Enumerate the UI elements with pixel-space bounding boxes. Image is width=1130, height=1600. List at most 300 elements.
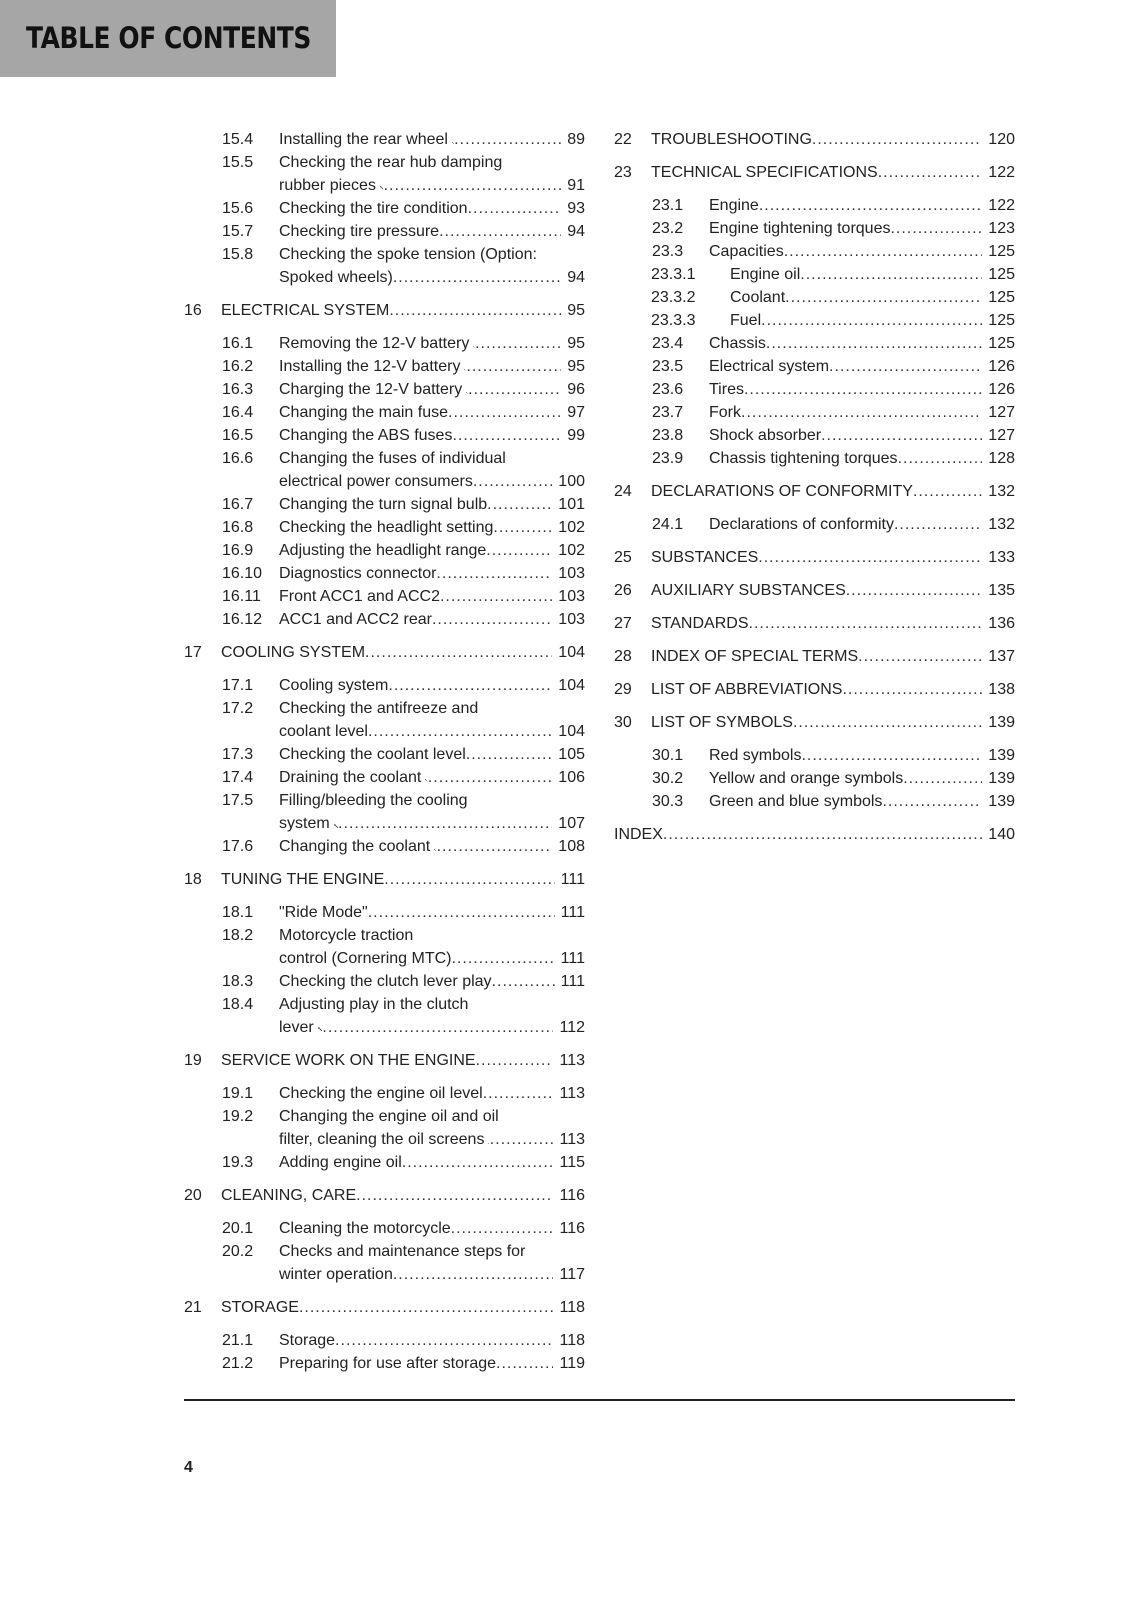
toc-entry-chapter[interactable]	[184, 299, 585, 322]
entry-number: 20.2	[222, 1243, 254, 1260]
dot-leader	[335, 1329, 553, 1352]
dot-leader	[903, 767, 982, 790]
dot-leader	[448, 401, 561, 424]
toc-entry-section[interactable]	[184, 585, 585, 608]
dot-leader	[846, 579, 983, 602]
dot-leader	[476, 1049, 554, 1072]
toc-entry-section[interactable]	[184, 332, 585, 355]
entry-title: TUNING THE ENGINE	[221, 871, 385, 888]
entry-title: Capacities	[709, 243, 784, 260]
entry-page: 104	[558, 644, 585, 661]
entry-page: 113	[559, 1052, 585, 1069]
toc-entry-section[interactable]	[184, 128, 585, 151]
entry-number: 16.1	[222, 335, 254, 352]
entry-page: 139	[988, 770, 1015, 787]
toc-entry-section[interactable]	[614, 332, 1015, 355]
entry-title: Shock absorber	[709, 427, 822, 444]
dot-leader	[384, 174, 562, 197]
entry-number: 23.5	[652, 358, 684, 375]
dot-leader	[299, 1296, 554, 1319]
entry-number: 23.3.3	[651, 312, 696, 329]
entry-title: Motorcycle traction	[279, 927, 414, 944]
entry-page: 115	[559, 1154, 585, 1171]
toc-entry-section[interactable]	[184, 901, 585, 924]
entry-page: 108	[558, 838, 585, 855]
entry-number: 18	[184, 871, 202, 888]
toc-entry-section[interactable]	[614, 355, 1015, 378]
dot-leader	[821, 424, 982, 447]
toc-left-column	[184, 128, 585, 1375]
toc-entry-section[interactable]	[184, 743, 585, 766]
toc-entry-chapter[interactable]	[614, 612, 1015, 635]
dot-leader	[368, 901, 555, 924]
entry-number: 29	[614, 681, 632, 698]
toc-entry-section[interactable]	[184, 243, 585, 289]
entry-page: 127	[988, 427, 1015, 444]
toc-entry-section[interactable]	[184, 1329, 585, 1352]
entry-title: TECHNICAL SPECIFICATIONS	[651, 164, 878, 181]
entry-page: 95	[567, 302, 585, 319]
entry-title: Checking the tire condition	[279, 200, 468, 217]
toc-entry-chapter[interactable]	[614, 546, 1015, 569]
entry-page: 94	[567, 269, 585, 286]
entry-number: 19.1	[222, 1085, 254, 1102]
toc-entry-section[interactable]	[184, 493, 585, 516]
entry-title: Storage	[279, 1332, 336, 1349]
entry-page: 100	[558, 473, 585, 490]
entry-number: 17.4	[222, 769, 254, 786]
entry-page: 102	[558, 519, 585, 536]
entry-page: 104	[558, 677, 585, 694]
dot-leader	[663, 823, 982, 846]
toc-entry-section[interactable]	[614, 513, 1015, 536]
toc-entry-section[interactable]	[614, 744, 1015, 767]
entry-title: Changing the main fuse	[279, 404, 448, 421]
entry-title: Checking the coolant level	[279, 746, 466, 763]
entry-page: 128	[988, 450, 1015, 467]
toc-entry-section[interactable]	[614, 401, 1015, 424]
entry-number: 22	[614, 131, 632, 148]
entry-page: 111	[560, 950, 585, 967]
entry-page: 118	[559, 1332, 585, 1349]
entry-number: 23.1	[652, 197, 684, 214]
entry-number: 16.4	[222, 404, 254, 421]
entry-title: Red symbols	[709, 747, 802, 764]
toc-entry-section[interactable]	[184, 924, 585, 970]
page-number: 4	[184, 1459, 193, 1476]
entry-page: 105	[558, 746, 585, 763]
entry-number: 23.9	[652, 450, 684, 467]
toc-entry-section[interactable]	[184, 697, 585, 743]
dot-leader	[785, 286, 982, 309]
entry-number: 26	[614, 582, 632, 599]
dot-leader	[437, 835, 553, 858]
dot-leader	[428, 766, 552, 789]
entry-number: 24	[614, 483, 632, 500]
toc-entry-chapter[interactable]	[184, 1296, 585, 1319]
entry-page: 117	[559, 1266, 585, 1283]
entry-title: Spoked wheels)	[279, 269, 393, 286]
entry-title: SERVICE WORK ON THE ENGINE	[221, 1052, 476, 1069]
dot-leader	[894, 513, 982, 536]
entry-page: 125	[988, 289, 1015, 306]
entry-title: INDEX	[614, 826, 663, 843]
entry-number: 18.4	[222, 996, 254, 1013]
toc-entry-section[interactable]	[614, 194, 1015, 217]
entry-title: Checking the rear hub damping	[279, 154, 503, 171]
entry-number: 27	[614, 615, 632, 632]
dot-leader	[322, 1016, 553, 1039]
toc-entry-subsection[interactable]	[614, 309, 1015, 332]
entry-title: Installing the rear wheel	[279, 131, 448, 148]
entry-title: Chassis	[709, 335, 766, 352]
entry-title: rubber pieces	[279, 177, 376, 194]
entry-page: 106	[558, 769, 585, 786]
toc-entry-chapter[interactable]	[184, 868, 585, 891]
entry-title: Fuel	[730, 312, 762, 329]
entry-number: 20	[184, 1187, 202, 1204]
entry-page: 107	[558, 815, 585, 832]
entry-title: COOLING SYSTEM	[221, 644, 366, 661]
dot-leader	[338, 812, 552, 835]
entry-number: 19	[184, 1052, 202, 1069]
entry-title: Checking the spoke tension (Option:	[279, 246, 537, 263]
entry-number: 18.2	[222, 927, 254, 944]
toc-entry-section[interactable]	[614, 790, 1015, 813]
dot-leader	[793, 711, 982, 734]
entry-page: 97	[567, 404, 585, 421]
entry-title: Changing the ABS fuses	[279, 427, 453, 444]
entry-number: 16.9	[222, 542, 254, 559]
entry-page: 94	[567, 223, 585, 240]
toc-entry-section[interactable]	[184, 401, 585, 424]
entry-title: CLEANING, CARE	[221, 1187, 357, 1204]
entry-page: 103	[558, 588, 585, 605]
toc-entry-section[interactable]	[614, 378, 1015, 401]
entry-page: 93	[567, 200, 585, 217]
entry-number: 17.3	[222, 746, 254, 763]
entry-page: 91	[567, 177, 585, 194]
entry-title: Fork	[709, 404, 741, 421]
dot-leader	[368, 720, 552, 743]
entry-title: Yellow and orange symbols	[709, 770, 904, 787]
dot-leader	[486, 539, 552, 562]
dot-leader	[365, 641, 552, 664]
toc-entry-section[interactable]	[184, 1352, 585, 1375]
dot-leader	[800, 263, 982, 286]
entry-title: Checking the clutch lever play	[279, 973, 492, 990]
entry-page: 103	[558, 611, 585, 628]
dot-leader	[913, 480, 982, 503]
entry-title: Checking the antifreeze and	[279, 700, 479, 717]
toc-entry-chapter[interactable]	[614, 711, 1015, 734]
dot-leader	[436, 562, 552, 585]
entry-title: Adding engine oil	[279, 1154, 402, 1171]
toc-entry-section[interactable]	[614, 217, 1015, 240]
entry-number: 21	[184, 1299, 202, 1316]
entry-title: Diagnostics connector	[279, 565, 437, 582]
toc-entry-section[interactable]	[184, 424, 585, 447]
entry-title: Coolant	[730, 289, 786, 306]
toc-entry-subsection[interactable]	[614, 286, 1015, 309]
entry-title: Changing the fuses of individual	[279, 450, 506, 467]
entry-title: control (Cornering MTC)	[279, 950, 452, 967]
dot-leader	[454, 128, 561, 151]
footer-divider	[184, 1399, 1015, 1401]
entry-number: 18.3	[222, 973, 254, 990]
entry-title: TROUBLESHOOTING	[651, 131, 812, 148]
dot-leader	[393, 1263, 554, 1286]
dot-leader	[384, 868, 554, 891]
entry-number: 23.4	[652, 335, 684, 352]
dot-leader	[761, 309, 982, 332]
entry-number: 30	[614, 714, 632, 731]
entry-page: 111	[560, 871, 585, 888]
entry-page: 116	[559, 1220, 585, 1237]
toc-entry-section[interactable]	[184, 766, 585, 789]
entry-title: system	[279, 815, 330, 832]
entry-number: 15.6	[222, 200, 254, 217]
entry-page: 123	[988, 220, 1015, 237]
toc-entry-section[interactable]	[184, 447, 585, 493]
dot-leader	[466, 355, 561, 378]
toc-entry-section[interactable]	[614, 424, 1015, 447]
entry-number: 25	[614, 549, 632, 566]
dot-leader	[483, 1082, 554, 1105]
entry-title: Green and blue symbols	[709, 793, 883, 810]
dot-leader	[440, 585, 552, 608]
entry-page: 113	[559, 1131, 585, 1148]
toc-entry-section[interactable]	[184, 993, 585, 1039]
toc-entry-chapter[interactable]	[184, 1049, 585, 1072]
entry-title: Draining the coolant	[279, 769, 422, 786]
entry-number: 16.2	[222, 358, 254, 375]
toc-entry-chapter[interactable]	[614, 480, 1015, 503]
entry-number: 16.7	[222, 496, 254, 513]
toc-entry-chapter[interactable]	[614, 128, 1015, 151]
toc-entry-section[interactable]	[614, 767, 1015, 790]
toc-entry-section[interactable]	[184, 1105, 585, 1151]
entry-page: 96	[567, 381, 585, 398]
entry-title: winter operation	[279, 1266, 393, 1283]
entry-title: Changing the engine oil and oil	[279, 1108, 499, 1125]
entry-number: 30.3	[652, 793, 684, 810]
toc-entry-section[interactable]	[184, 562, 585, 585]
entry-title: Adjusting the headlight range	[279, 542, 487, 559]
entry-page: 139	[988, 714, 1015, 731]
toc-entry-section[interactable]	[184, 835, 585, 858]
entry-number: 19.2	[222, 1108, 254, 1125]
entry-number: 17	[184, 644, 202, 661]
entry-number: 28	[614, 648, 632, 665]
entry-number: 23.6	[652, 381, 684, 398]
entry-page: 122	[988, 164, 1015, 181]
dot-leader	[882, 790, 982, 813]
toc-entry-chapter[interactable]	[614, 678, 1015, 701]
entry-title: Checks and maintenance steps for	[279, 1243, 526, 1260]
toc-entry-section[interactable]	[184, 378, 585, 401]
toc-entry-section[interactable]	[184, 1217, 585, 1240]
entry-title: Changing the turn signal bulb	[279, 496, 488, 513]
toc-entry-section[interactable]	[184, 1151, 585, 1174]
entry-title: Cleaning the motorcycle	[279, 1220, 451, 1237]
entry-number: 23.2	[652, 220, 684, 237]
entry-number: 15.7	[222, 223, 254, 240]
entry-number: 23.8	[652, 427, 684, 444]
entry-title: Removing the 12-V battery	[279, 335, 470, 352]
entry-title: coolant level	[279, 723, 368, 740]
dot-leader	[766, 332, 982, 355]
entry-title: Engine	[709, 197, 759, 214]
entry-number: 15.4	[222, 131, 254, 148]
entry-page: 104	[558, 723, 585, 740]
dot-leader	[466, 743, 553, 766]
dot-leader	[388, 674, 552, 697]
entry-title: Front ACC1 and ACC2	[279, 588, 440, 605]
dot-leader	[402, 1151, 554, 1174]
entry-title: ELECTRICAL SYSTEM	[221, 302, 390, 319]
entry-number: 17.6	[222, 838, 254, 855]
entry-title: "Ride Mode"	[279, 904, 368, 921]
entry-title: filter, cleaning the oil screens	[279, 1131, 485, 1148]
dot-leader	[842, 678, 982, 701]
toc-entry-chapter[interactable]	[614, 579, 1015, 602]
entry-title: Chassis tightening torques	[709, 450, 898, 467]
entry-page: 137	[988, 648, 1015, 665]
entry-title: DECLARATIONS OF CONFORMITY	[651, 483, 913, 500]
toc-entry-section[interactable]	[184, 674, 585, 697]
entry-number: 23.3.2	[651, 289, 696, 306]
entry-number: 17.1	[222, 677, 254, 694]
toc-entry-section[interactable]	[184, 355, 585, 378]
entry-number: 17.2	[222, 700, 254, 717]
entry-page: 127	[988, 404, 1015, 421]
entry-page: 118	[559, 1299, 585, 1316]
entry-page: 119	[559, 1355, 585, 1372]
toc-entry-section[interactable]	[184, 197, 585, 220]
entry-page: 140	[988, 826, 1015, 843]
entry-page: 133	[988, 549, 1015, 566]
entry-number: 16	[184, 302, 202, 319]
entry-number: 16.8	[222, 519, 254, 536]
entry-number: 24.1	[652, 516, 684, 533]
entry-number: 23.7	[652, 404, 684, 421]
entry-number: 19.3	[222, 1154, 254, 1171]
entry-title: Preparing for use after storage	[279, 1355, 497, 1372]
entry-title: Engine tightening torques	[709, 220, 891, 237]
dot-leader	[439, 220, 561, 243]
toc-entry-section[interactable]	[184, 789, 585, 835]
entry-page: 126	[988, 381, 1015, 398]
entry-number: 15.8	[222, 246, 254, 263]
entry-title: Cooling system	[279, 677, 389, 694]
entry-number: 21.2	[222, 1355, 254, 1372]
entry-title: Checking the headlight setting	[279, 519, 494, 536]
entry-page: 95	[567, 335, 585, 352]
dot-leader	[741, 401, 982, 424]
entry-title: LIST OF SYMBOLS	[651, 714, 793, 731]
entry-page: 126	[988, 358, 1015, 375]
entry-page: 113	[559, 1085, 585, 1102]
entry-number: 18.1	[222, 904, 254, 921]
dot-leader	[758, 546, 982, 569]
dot-leader	[898, 447, 983, 470]
dot-leader	[468, 197, 562, 220]
toc-entry-subsection[interactable]	[614, 263, 1015, 286]
entry-page: 125	[988, 266, 1015, 283]
entry-page: 116	[559, 1187, 585, 1204]
entry-title: Filling/bleeding the cooling	[279, 792, 468, 809]
entry-page: 139	[988, 793, 1015, 810]
toc-entry-section[interactable]	[184, 220, 585, 243]
entry-page: 103	[558, 565, 585, 582]
dot-leader	[496, 1352, 553, 1375]
toc-entry-chapter[interactable]	[614, 161, 1015, 184]
toc-entry-section[interactable]	[184, 539, 585, 562]
dot-leader	[389, 299, 561, 322]
entry-title: AUXILIARY SUBSTANCES	[651, 582, 846, 599]
entry-page: 139	[988, 747, 1015, 764]
toc-entry-chapter[interactable]	[184, 641, 585, 664]
toc-entry-chapter[interactable]	[614, 645, 1015, 668]
entry-page: 101	[558, 496, 585, 513]
entry-page: 102	[558, 542, 585, 559]
entry-number: 17.5	[222, 792, 254, 809]
entry-page: 89	[567, 131, 585, 148]
entry-title: Tires	[709, 381, 744, 398]
entry-page: 99	[567, 427, 585, 444]
toc-entry-section[interactable]	[184, 1082, 585, 1105]
entry-number: 23.3.1	[651, 266, 696, 283]
dot-leader	[451, 1217, 554, 1240]
entry-title: Charging the 12-V battery	[279, 381, 463, 398]
toc-entry-chapter[interactable]	[184, 1184, 585, 1207]
dot-leader	[890, 217, 982, 240]
entry-title: Installing the 12-V battery	[279, 358, 461, 375]
toc-entry-section[interactable]	[184, 608, 585, 631]
toc-entry-section[interactable]	[184, 1240, 585, 1286]
entry-page: 125	[988, 312, 1015, 329]
entry-title: Declarations of conformity	[709, 516, 894, 533]
entry-page: 111	[560, 973, 585, 990]
entry-page: 120	[988, 131, 1015, 148]
dot-leader	[393, 266, 561, 289]
dot-leader	[801, 744, 982, 767]
page-title: TABLE OF CONTENTS	[26, 21, 311, 55]
toc-entry-section[interactable]	[184, 516, 585, 539]
entry-page: 122	[988, 197, 1015, 214]
dot-leader	[829, 355, 982, 378]
entry-number: 15.5	[222, 154, 254, 171]
entry-number: 16.11	[222, 588, 261, 605]
toc-entry-section[interactable]	[614, 240, 1015, 263]
entry-page: 125	[988, 243, 1015, 260]
dot-leader	[492, 970, 555, 993]
entry-title: SUBSTANCES	[651, 549, 759, 566]
toc-entry-section[interactable]	[184, 151, 585, 197]
dot-leader	[451, 947, 554, 970]
dot-leader	[744, 378, 982, 401]
toc-entry-section[interactable]	[614, 447, 1015, 470]
entry-title: Engine oil	[730, 266, 801, 283]
toc-entry-section[interactable]	[184, 970, 585, 993]
entry-title: STANDARDS	[651, 615, 749, 632]
entry-number: 16.10	[222, 565, 263, 582]
entry-number: 16.6	[222, 450, 254, 467]
dot-leader	[759, 194, 982, 217]
toc-entry-index[interactable]	[614, 823, 1015, 846]
entry-number: 16.5	[222, 427, 254, 444]
